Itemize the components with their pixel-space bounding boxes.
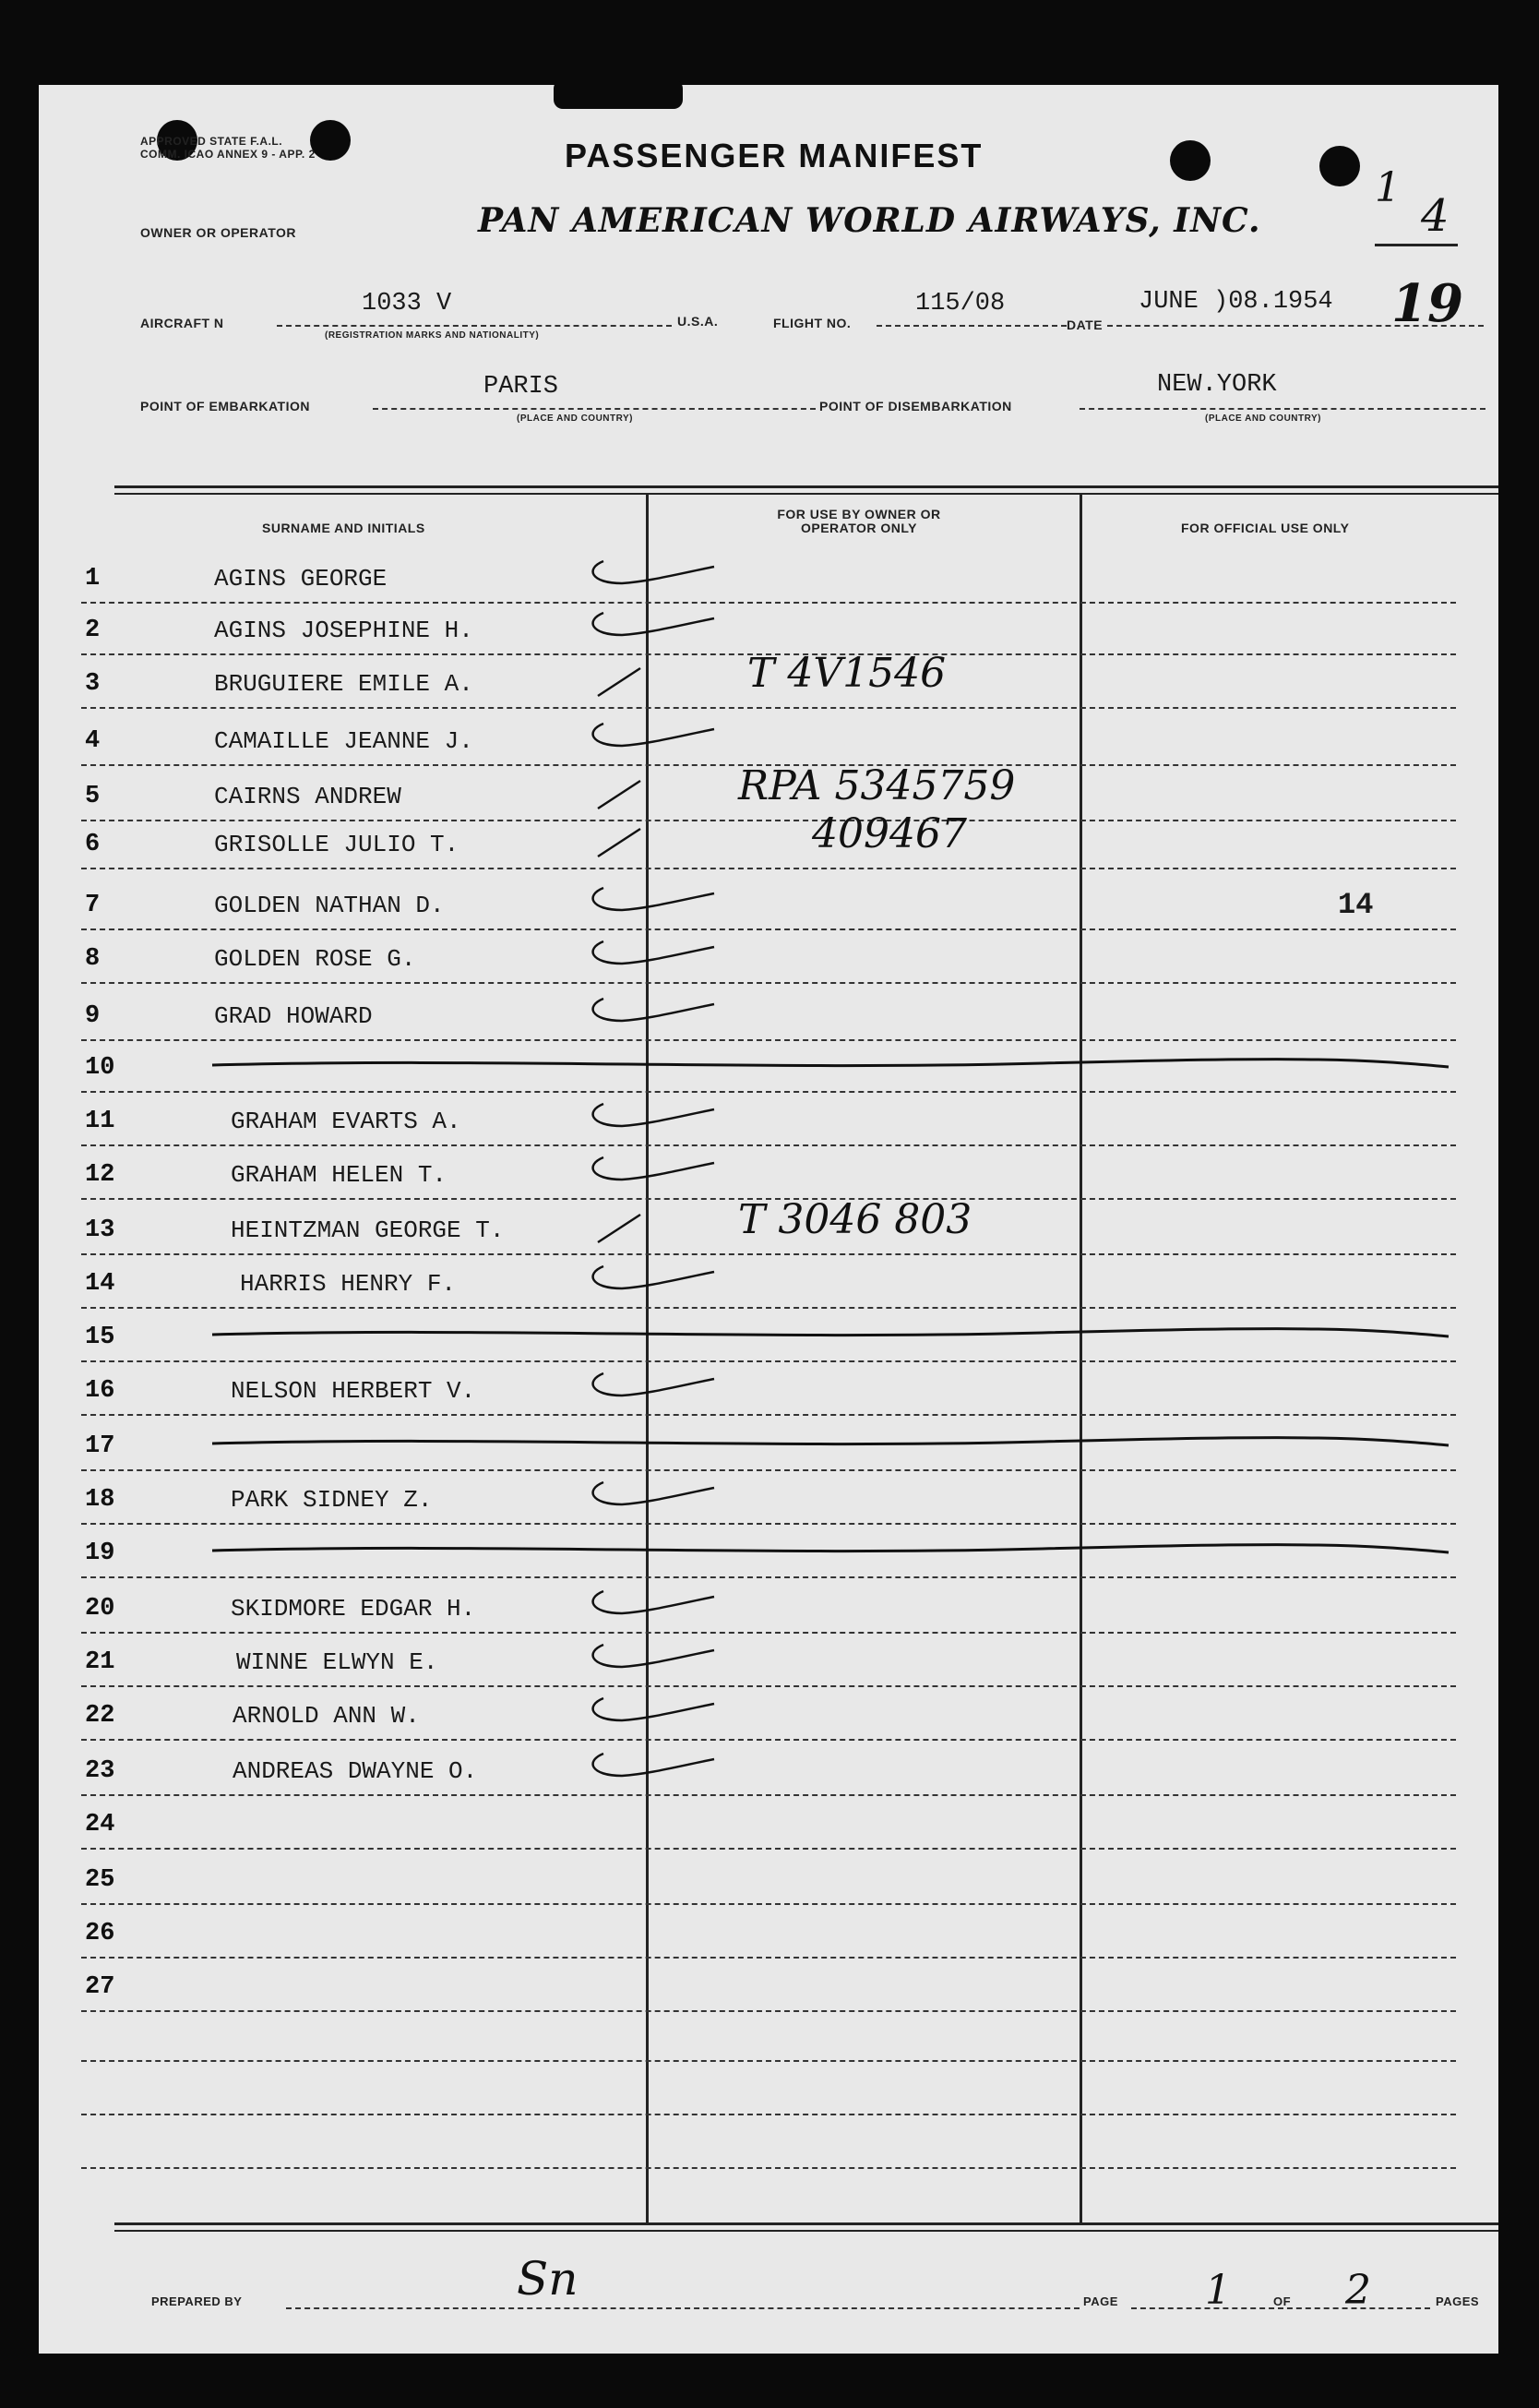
- row-rule: [81, 1957, 1456, 1959]
- check-mark-icon: [585, 1693, 714, 1739]
- row-rule: [81, 1414, 1456, 1416]
- blank-rule: [81, 2060, 1456, 2062]
- column-header-official-use: FOR OFFICIAL USE ONLY: [1181, 521, 1350, 535]
- operator-note: 409467: [812, 810, 967, 857]
- approval-note: APPROVED STATE F.A.L. COMM. ICAO ANNEX 9 - APP. 2: [140, 135, 316, 161]
- passenger-name: AGINS JOSEPHINE H.: [214, 617, 473, 644]
- of-label: OF: [1273, 2294, 1292, 2308]
- passenger-name: GOLDEN NATHAN D.: [214, 892, 445, 919]
- date-line: [1107, 325, 1484, 327]
- check-mark-icon: [585, 1586, 714, 1632]
- preparer-signature: Sn: [517, 2252, 579, 2306]
- row-number: 7: [85, 892, 101, 919]
- row-rule: [81, 982, 1456, 984]
- check-mark-icon: [585, 1368, 714, 1414]
- operator-note: T 4V1546: [747, 650, 947, 697]
- row-number: 21: [85, 1648, 115, 1676]
- pages-label: PAGES: [1436, 2294, 1480, 2308]
- row-number: 19: [85, 1539, 115, 1567]
- flight-label: FLIGHT NO.: [773, 316, 852, 330]
- page-mark-underline: [1375, 244, 1458, 246]
- row-number: 16: [85, 1377, 115, 1405]
- row-rule: [81, 1253, 1456, 1255]
- row-number: 11: [85, 1108, 115, 1135]
- passenger-name: GRISOLLE JULIO T.: [214, 831, 459, 858]
- check-mark-icon: [585, 936, 714, 982]
- row-rule: [81, 1469, 1456, 1471]
- row-rule: [81, 707, 1456, 709]
- operator-note: RPA 5345759: [738, 762, 1016, 809]
- passenger-name: ARNOLD ANN W.: [233, 1702, 420, 1730]
- strike-line: [212, 1539, 1504, 1567]
- row-number: 5: [85, 783, 101, 810]
- prepared-label: PREPARED BY: [151, 2294, 243, 2308]
- date-hand-mark: 19: [1391, 273, 1463, 334]
- aircraft-label: AIRCRAFT N: [140, 316, 224, 330]
- embark-note: (PLACE AND COUNTRY): [517, 413, 633, 424]
- table-top-rule: [114, 485, 1498, 488]
- row-number: 8: [85, 945, 101, 973]
- row-number: 17: [85, 1432, 115, 1460]
- passenger-name: HARRIS HENRY F.: [240, 1270, 457, 1298]
- punch-hole: [1319, 146, 1360, 186]
- check-mark-icon: [585, 718, 714, 764]
- row-number: 1: [85, 565, 101, 593]
- official-note: 14: [1338, 888, 1374, 922]
- passenger-name: SKIDMORE EDGAR H.: [231, 1595, 476, 1623]
- check-mark-icon: [585, 1261, 714, 1307]
- company-name: PAN AMERICAN WORLD AIRWAYS, INC.: [478, 201, 1261, 240]
- passenger-name: GRAHAM HELEN T.: [231, 1161, 447, 1189]
- page-line: [1131, 2307, 1430, 2309]
- flight-value: 115/08: [915, 290, 1006, 317]
- slash-mark-icon: [585, 821, 714, 868]
- page-label: PAGE: [1083, 2294, 1118, 2308]
- page-mark-bottom: 4: [1421, 190, 1450, 242]
- check-mark-icon: [585, 556, 714, 602]
- passenger-name: PARK SIDNEY Z.: [231, 1486, 433, 1514]
- row-number: 26: [85, 1920, 115, 1947]
- row-rule: [81, 1576, 1456, 1578]
- row-number: 10: [85, 1054, 115, 1082]
- disembark-note: (PLACE AND COUNTRY): [1205, 413, 1321, 424]
- paper-notch: [554, 79, 683, 109]
- row-number: 2: [85, 617, 101, 644]
- row-number: 24: [85, 1811, 115, 1839]
- row-number: 22: [85, 1702, 115, 1730]
- row-rule: [81, 1091, 1456, 1093]
- table-bottom-rule-2: [114, 2230, 1498, 2232]
- row-number: 3: [85, 670, 101, 698]
- passenger-name: AGINS GEORGE: [214, 565, 388, 593]
- aircraft-value: 1033 V: [362, 290, 452, 317]
- strike-line: [212, 1432, 1504, 1460]
- operator-note: T 3046 803: [738, 1196, 972, 1243]
- row-rule: [81, 1848, 1456, 1850]
- row-rule: [81, 1039, 1456, 1041]
- table-bottom-rule: [114, 2222, 1498, 2225]
- slash-mark-icon: [585, 661, 714, 707]
- page-mark-top: 1: [1375, 164, 1401, 211]
- aircraft-line: [277, 325, 672, 327]
- row-rule: [81, 1632, 1456, 1634]
- row-rule: [81, 1794, 1456, 1796]
- slash-mark-icon: [585, 1207, 714, 1253]
- check-mark-icon: [585, 1152, 714, 1198]
- pages-value: 2: [1345, 2267, 1371, 2314]
- row-rule: [81, 1685, 1456, 1687]
- row-rule: [81, 1523, 1456, 1525]
- row-number: 18: [85, 1486, 115, 1514]
- owner-label: OWNER OR OPERATOR: [140, 225, 296, 240]
- check-mark-icon: [585, 1477, 714, 1523]
- row-number: 14: [85, 1270, 115, 1298]
- row-number: 9: [85, 1002, 101, 1030]
- row-number: 25: [85, 1866, 115, 1894]
- check-mark-icon: [585, 607, 714, 653]
- passenger-name: BRUGUIERE EMILE A.: [214, 670, 473, 698]
- column-header-owner-use: FOR USE BY OWNER OR OPERATOR ONLY: [777, 507, 941, 535]
- passenger-name: HEINTZMAN GEORGE T.: [231, 1216, 505, 1244]
- row-rule: [81, 1307, 1456, 1309]
- check-mark-icon: [585, 993, 714, 1039]
- blank-rule: [81, 2167, 1456, 2169]
- disembark-line: [1080, 408, 1485, 410]
- row-rule: [81, 1903, 1456, 1905]
- row-number: 13: [85, 1216, 115, 1244]
- row-rule: [81, 820, 1456, 821]
- passenger-name: CAIRNS ANDREW: [214, 783, 401, 810]
- passenger-name: GOLDEN ROSE G.: [214, 945, 416, 973]
- row-number: 12: [85, 1161, 115, 1189]
- row-number: 6: [85, 831, 101, 858]
- passenger-name: WINNE ELWYN E.: [236, 1648, 438, 1676]
- date-value: JUNE )08.1954: [1139, 288, 1333, 316]
- passenger-name: GRAHAM EVARTS A.: [231, 1108, 461, 1135]
- blank-rule: [81, 2114, 1456, 2115]
- row-number: 27: [85, 1973, 115, 2001]
- check-mark-icon: [585, 1639, 714, 1685]
- registration-note: (REGISTRATION MARKS AND NATIONALITY): [325, 330, 540, 341]
- embark-line: [373, 408, 816, 410]
- page-title: PASSENGER MANIFEST: [565, 137, 984, 174]
- row-number: 20: [85, 1595, 115, 1623]
- row-rule: [81, 1144, 1456, 1146]
- row-rule: [81, 1739, 1456, 1741]
- check-mark-icon: [585, 1098, 714, 1144]
- slash-mark-icon: [585, 773, 714, 820]
- row-rule: [81, 2010, 1456, 2012]
- page-value: 1: [1205, 2267, 1231, 2314]
- strike-line: [212, 1054, 1504, 1082]
- row-number: 15: [85, 1324, 115, 1351]
- embark-label: POINT OF EMBARKATION: [140, 399, 310, 413]
- row-rule: [81, 602, 1456, 604]
- disembark-label: POINT OF DISEMBARKATION: [819, 399, 1012, 413]
- passenger-name: NELSON HERBERT V.: [231, 1377, 476, 1405]
- check-mark-icon: [585, 1748, 714, 1794]
- prepared-line: [286, 2307, 1080, 2309]
- passenger-name: ANDREAS DWAYNE O.: [233, 1757, 478, 1785]
- column-divider-2: [1080, 493, 1082, 2222]
- row-rule: [81, 1360, 1456, 1362]
- strike-line: [212, 1324, 1504, 1351]
- row-rule: [81, 868, 1456, 869]
- table-top-rule-2: [114, 493, 1498, 495]
- embark-value: PARIS: [483, 373, 559, 401]
- passenger-name: GRAD HOWARD: [214, 1002, 373, 1030]
- disembark-value: NEW.YORK: [1157, 371, 1277, 399]
- check-mark-icon: [585, 882, 714, 928]
- row-rule: [81, 928, 1456, 930]
- date-label: DATE: [1067, 317, 1104, 332]
- row-number: 4: [85, 727, 101, 755]
- flight-line: [877, 325, 1067, 327]
- row-number: 23: [85, 1757, 115, 1785]
- usa-label: U.S.A.: [677, 314, 719, 329]
- punch-hole: [1170, 140, 1211, 181]
- column-header-surname: SURNAME AND INITIALS: [262, 521, 425, 535]
- passenger-name: CAMAILLE JEANNE J.: [214, 727, 473, 755]
